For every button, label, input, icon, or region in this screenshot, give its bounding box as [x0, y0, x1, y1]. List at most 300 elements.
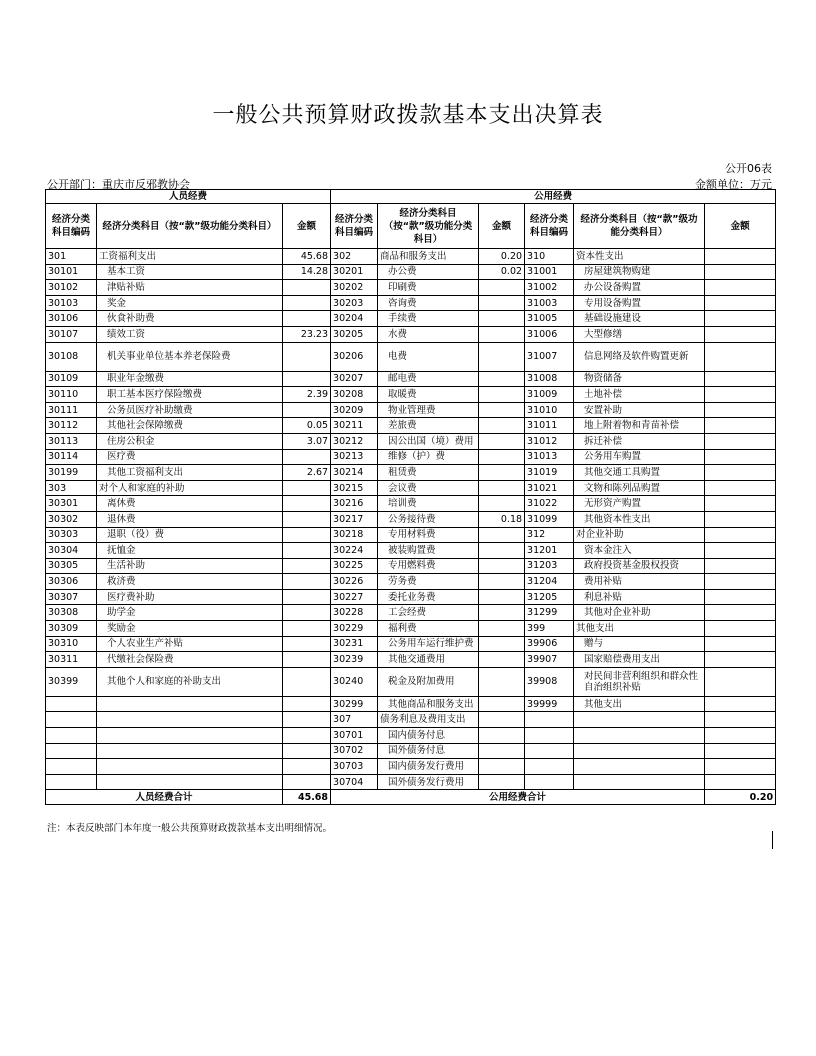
code-cell: 30301: [46, 496, 97, 512]
code-cell: 30212: [331, 433, 378, 449]
table-row: [46, 712, 776, 728]
amount-cell: [283, 558, 331, 574]
item-name-cell: 职工基本医疗保险缴费: [97, 387, 283, 403]
amount-cell: 0.18: [479, 511, 525, 527]
code-cell: 30304: [46, 543, 97, 559]
item-name-cell: 房屋建筑物购建: [574, 264, 705, 280]
item-name-cell: 培训费: [378, 496, 479, 512]
amount-cell: [705, 589, 776, 605]
amount-cell: [479, 728, 525, 744]
item-name-cell: 工资福利支出: [97, 249, 283, 265]
table-row: [46, 465, 776, 481]
item-name-cell: 医疗费: [97, 449, 283, 465]
item-name-cell: 对企业补助: [574, 527, 705, 543]
item-name-cell: 福利费: [378, 621, 479, 637]
item-name-cell: 其他交通费用: [378, 652, 479, 668]
code-cell: 30308: [46, 605, 97, 621]
amount-cell: [705, 280, 776, 296]
code-cell: 31013: [525, 449, 574, 465]
header-code: 经济分类科目编码: [46, 204, 97, 249]
item-name-cell: 其他支出: [574, 621, 705, 637]
item-name-cell: 公务员医疗补助缴费: [97, 402, 283, 418]
amount-cell: [479, 574, 525, 590]
form-code: 公开06表: [725, 162, 772, 175]
item-name-cell: 其他资本性支出: [574, 511, 705, 527]
item-name-cell: 资本性支出: [574, 249, 705, 265]
item-name-cell: 地上附着物和青苗补偿: [574, 418, 705, 434]
header-name: 经济分类科目（按“款”级功能分类科目）: [97, 204, 283, 249]
table-row: [46, 728, 776, 744]
item-name-cell: 对民间非营利组织和群众性自治组织补贴: [574, 667, 705, 696]
table-row: [46, 311, 776, 327]
code-cell: [525, 774, 574, 790]
amount-cell: [705, 371, 776, 387]
item-name-cell: [97, 743, 283, 759]
amount-cell: [705, 667, 776, 696]
amount-cell: [283, 774, 331, 790]
code-cell: 31022: [525, 496, 574, 512]
code-cell: 30399: [46, 667, 97, 696]
amount-cell: [705, 264, 776, 280]
header-code: 经济分类科目编码: [525, 204, 574, 249]
item-name-cell: [574, 774, 705, 790]
item-name-cell: [574, 759, 705, 775]
code-cell: 30224: [331, 543, 378, 559]
code-cell: 31005: [525, 311, 574, 327]
table-row: [46, 636, 776, 652]
amount-cell: [283, 543, 331, 559]
table-row: [46, 264, 776, 280]
code-cell: 30701: [331, 728, 378, 744]
amount-cell: [705, 574, 776, 590]
code-cell: 30103: [46, 295, 97, 311]
item-name-cell: 土地补偿: [574, 387, 705, 403]
table-row: [46, 759, 776, 775]
table-row: [46, 621, 776, 637]
code-cell: 30110: [46, 387, 97, 403]
item-name-cell: 津贴补贴: [97, 280, 283, 296]
amount-cell: [705, 311, 776, 327]
amount-cell: [479, 696, 525, 712]
code-cell: [46, 759, 97, 775]
code-cell: [525, 759, 574, 775]
code-cell: 30205: [331, 326, 378, 342]
amount-cell: [479, 449, 525, 465]
code-cell: 30106: [46, 311, 97, 327]
code-cell: 39999: [525, 696, 574, 712]
amount-cell: [283, 605, 331, 621]
code-cell: 30226: [331, 574, 378, 590]
item-name-cell: 对个人和家庭的补助: [97, 480, 283, 496]
item-name-cell: 取暖费: [378, 387, 479, 403]
code-cell: [46, 774, 97, 790]
code-cell: 30113: [46, 433, 97, 449]
code-cell: 31299: [525, 605, 574, 621]
amount-cell: [479, 280, 525, 296]
item-name-cell: 其他商品和服务支出: [378, 696, 479, 712]
code-cell: [46, 728, 97, 744]
table-row: [46, 543, 776, 559]
code-cell: [525, 712, 574, 728]
code-cell: 30303: [46, 527, 97, 543]
item-name-cell: 赠与: [574, 636, 705, 652]
code-cell: 30217: [331, 511, 378, 527]
amount-cell: [479, 311, 525, 327]
code-cell: 31019: [525, 465, 574, 481]
item-name-cell: 退休费: [97, 511, 283, 527]
item-name-cell: 无形资产购置: [574, 496, 705, 512]
code-cell: 30108: [46, 342, 97, 371]
header-code: 经济分类科目编码: [331, 204, 378, 249]
amount-cell: [283, 402, 331, 418]
code-cell: 31205: [525, 589, 574, 605]
amount-cell: 0.02: [479, 264, 525, 280]
code-cell: 31007: [525, 342, 574, 371]
item-name-cell: 委托业务费: [378, 589, 479, 605]
public-total-value: 0.20: [705, 790, 776, 805]
amount-cell: [705, 636, 776, 652]
code-cell: 30213: [331, 449, 378, 465]
amount-cell: [283, 280, 331, 296]
code-cell: [46, 712, 97, 728]
amount-cell: [283, 652, 331, 668]
item-name-cell: 办公费: [378, 264, 479, 280]
item-name-cell: 国外债务付息: [378, 743, 479, 759]
item-name-cell: 其他对企业补助: [574, 605, 705, 621]
amount-cell: 2.67: [283, 465, 331, 481]
table-row: [46, 342, 776, 371]
amount-cell: [479, 326, 525, 342]
code-cell: 30702: [331, 743, 378, 759]
code-cell: 30305: [46, 558, 97, 574]
amount-cell: [479, 605, 525, 621]
amount-cell: [283, 743, 331, 759]
item-name-cell: 奖励金: [97, 621, 283, 637]
code-cell: 30199: [46, 465, 97, 481]
item-name-cell: 工会经费: [378, 605, 479, 621]
item-name-cell: [574, 743, 705, 759]
code-cell: 30204: [331, 311, 378, 327]
amount-cell: [283, 589, 331, 605]
department-label: 公开部门：重庆市反邪教协会: [47, 178, 190, 191]
code-cell: 39908: [525, 667, 574, 696]
table-row: [46, 605, 776, 621]
item-name-cell: 机关事业单位基本养老保险费: [97, 342, 283, 371]
amount-cell: [705, 342, 776, 371]
table-row: [46, 696, 776, 712]
code-cell: 31099: [525, 511, 574, 527]
item-name-cell: 办公设备购置: [574, 280, 705, 296]
item-name-cell: 专用设备购置: [574, 295, 705, 311]
item-name-cell: [574, 712, 705, 728]
code-cell: 30201: [331, 264, 378, 280]
table-row: [46, 449, 776, 465]
code-cell: 30202: [331, 280, 378, 296]
code-cell: [46, 696, 97, 712]
item-name-cell: 大型修缮: [574, 326, 705, 342]
item-name-cell: 专用燃料费: [378, 558, 479, 574]
code-cell: 31001: [525, 264, 574, 280]
amount-cell: [705, 449, 776, 465]
item-name-cell: 专用材料费: [378, 527, 479, 543]
amount-cell: [705, 652, 776, 668]
amount-cell: [479, 371, 525, 387]
item-name-cell: 会议费: [378, 480, 479, 496]
code-cell: 31203: [525, 558, 574, 574]
amount-cell: [479, 712, 525, 728]
amount-cell: [479, 527, 525, 543]
code-cell: 31021: [525, 480, 574, 496]
code-cell: 30704: [331, 774, 378, 790]
code-cell: 30107: [46, 326, 97, 342]
item-name-cell: 国外债务发行费用: [378, 774, 479, 790]
code-cell: 31204: [525, 574, 574, 590]
item-name-cell: [97, 759, 283, 775]
amount-cell: [479, 652, 525, 668]
item-name-cell: 因公出国（境）费用: [378, 433, 479, 449]
amount-cell: [283, 621, 331, 637]
code-cell: 30101: [46, 264, 97, 280]
code-cell: 30225: [331, 558, 378, 574]
amount-cell: [479, 759, 525, 775]
amount-cell: [705, 743, 776, 759]
code-cell: [525, 743, 574, 759]
table-row: [46, 511, 776, 527]
item-name-cell: 费用补贴: [574, 574, 705, 590]
amount-cell: [283, 712, 331, 728]
amount-cell: [705, 605, 776, 621]
code-cell: 30209: [331, 402, 378, 418]
amount-cell: 3.07: [283, 433, 331, 449]
code-cell: 30207: [331, 371, 378, 387]
code-cell: 307: [331, 712, 378, 728]
amount-cell: [283, 696, 331, 712]
amount-cell: [479, 743, 525, 759]
amount-cell: [705, 387, 776, 403]
code-cell: 31201: [525, 543, 574, 559]
item-name-cell: 安置补助: [574, 402, 705, 418]
item-name-cell: 公务用车购置: [574, 449, 705, 465]
table-row: [46, 295, 776, 311]
amount-cell: [479, 589, 525, 605]
amount-cell: [705, 728, 776, 744]
amount-cell: [479, 636, 525, 652]
amount-cell: [705, 696, 776, 712]
amount-cell: [705, 480, 776, 496]
footnote: 注：本表反映部门本年度一般公共预算财政拨款基本支出明细情况。: [47, 823, 333, 834]
amount-cell: [705, 496, 776, 512]
code-cell: 31012: [525, 433, 574, 449]
item-name-cell: 商品和服务支出: [378, 249, 479, 265]
code-cell: 31008: [525, 371, 574, 387]
code-cell: 31009: [525, 387, 574, 403]
amount-cell: [479, 418, 525, 434]
code-cell: 30211: [331, 418, 378, 434]
table-row: [46, 667, 776, 696]
amount-cell: [479, 295, 525, 311]
code-cell: 310: [525, 249, 574, 265]
code-cell: 30299: [331, 696, 378, 712]
item-name-cell: 基础设施建设: [574, 311, 705, 327]
amount-cell: 45.68: [283, 249, 331, 265]
code-cell: 31003: [525, 295, 574, 311]
item-name-cell: 助学金: [97, 605, 283, 621]
code-cell: 30111: [46, 402, 97, 418]
expenditure-table: [45, 189, 776, 805]
amount-cell: [283, 511, 331, 527]
item-name-cell: 个人农业生产补贴: [97, 636, 283, 652]
item-name-cell: 手续费: [378, 311, 479, 327]
table-row: [46, 558, 776, 574]
table-row: [46, 280, 776, 296]
item-name-cell: 其他支出: [574, 696, 705, 712]
amount-cell: [283, 667, 331, 696]
amount-cell: [283, 728, 331, 744]
item-name-cell: 救济费: [97, 574, 283, 590]
item-name-cell: 差旅费: [378, 418, 479, 434]
item-name-cell: 国内债务发行费用: [378, 759, 479, 775]
code-cell: 30112: [46, 418, 97, 434]
amount-cell: [705, 543, 776, 559]
amount-cell: [705, 326, 776, 342]
item-name-cell: 文物和陈列品购置: [574, 480, 705, 496]
code-cell: 312: [525, 527, 574, 543]
item-name-cell: 劳务费: [378, 574, 479, 590]
column-header-row: [46, 204, 776, 249]
item-name-cell: 利息补贴: [574, 589, 705, 605]
item-name-cell: [97, 696, 283, 712]
item-name-cell: 其他个人和家庭的补助支出: [97, 667, 283, 696]
amount-cell: 2.39: [283, 387, 331, 403]
amount-cell: 0.20: [479, 249, 525, 265]
code-cell: 30227: [331, 589, 378, 605]
item-name-cell: 绩效工资: [97, 326, 283, 342]
amount-cell: [479, 402, 525, 418]
code-cell: 30239: [331, 652, 378, 668]
code-cell: 30216: [331, 496, 378, 512]
item-name-cell: 其他社会保障缴费: [97, 418, 283, 434]
code-cell: 30703: [331, 759, 378, 775]
table-row: [46, 652, 776, 668]
public-total-label: 公用经费合计: [331, 790, 705, 805]
amount-cell: [283, 311, 331, 327]
item-name-cell: 职业年金缴费: [97, 371, 283, 387]
unit-label: 金额单位：万元: [695, 178, 772, 191]
table-row: [46, 418, 776, 434]
code-cell: 301: [46, 249, 97, 265]
cursor-bar: [772, 831, 773, 849]
amount-cell: [479, 433, 525, 449]
code-cell: 30215: [331, 480, 378, 496]
item-name-cell: 国内债务付息: [378, 728, 479, 744]
item-name-cell: 退职（役）费: [97, 527, 283, 543]
code-cell: 30228: [331, 605, 378, 621]
code-cell: 31010: [525, 402, 574, 418]
item-name-cell: [574, 728, 705, 744]
item-name-cell: 拆迁补偿: [574, 433, 705, 449]
amount-cell: [705, 295, 776, 311]
item-name-cell: 电费: [378, 342, 479, 371]
code-cell: 30311: [46, 652, 97, 668]
amount-cell: [479, 667, 525, 696]
code-cell: 302: [331, 249, 378, 265]
item-name-cell: 信息网络及软件购置更新: [574, 342, 705, 371]
code-cell: 30306: [46, 574, 97, 590]
section-personnel: 人员经费: [46, 190, 331, 204]
table-row: [46, 249, 776, 265]
table-row: [46, 574, 776, 590]
item-name-cell: 公务接待费: [378, 511, 479, 527]
code-cell: 39907: [525, 652, 574, 668]
item-name-cell: 医疗费补助: [97, 589, 283, 605]
table-row: [46, 326, 776, 342]
amount-cell: [283, 449, 331, 465]
section-header-row: [46, 190, 776, 204]
amount-cell: [479, 558, 525, 574]
table-row: [46, 496, 776, 512]
code-cell: 30310: [46, 636, 97, 652]
amount-cell: [479, 342, 525, 371]
header-amount: 金额: [479, 204, 525, 249]
table-row: [46, 387, 776, 403]
amount-cell: [705, 418, 776, 434]
amount-cell: [479, 774, 525, 790]
item-name-cell: 资本金注入: [574, 543, 705, 559]
code-cell: [46, 743, 97, 759]
code-cell: 30102: [46, 280, 97, 296]
item-name-cell: 国家赔偿费用支出: [574, 652, 705, 668]
item-name-cell: [97, 728, 283, 744]
amount-cell: [283, 342, 331, 371]
personnel-total-value: 45.68: [283, 790, 331, 805]
amount-cell: [283, 371, 331, 387]
amount-cell: [479, 496, 525, 512]
item-name-cell: 其他工资福利支出: [97, 465, 283, 481]
item-name-cell: 伙食补助费: [97, 311, 283, 327]
item-name-cell: 生活补助: [97, 558, 283, 574]
code-cell: 30208: [331, 387, 378, 403]
amount-cell: [283, 759, 331, 775]
code-cell: 30231: [331, 636, 378, 652]
code-cell: 30114: [46, 449, 97, 465]
item-name-cell: 咨询费: [378, 295, 479, 311]
item-name-cell: 代缴社会保险费: [97, 652, 283, 668]
amount-cell: [705, 621, 776, 637]
item-name-cell: 政府投资基金股权投资: [574, 558, 705, 574]
code-cell: 30240: [331, 667, 378, 696]
amount-cell: [705, 712, 776, 728]
item-name-cell: 维修（护）费: [378, 449, 479, 465]
amount-cell: [705, 759, 776, 775]
totals-row: [46, 790, 776, 805]
amount-cell: [479, 465, 525, 481]
amount-cell: [283, 480, 331, 496]
item-name-cell: 租赁费: [378, 465, 479, 481]
table-row: [46, 402, 776, 418]
code-cell: 30203: [331, 295, 378, 311]
personnel-total-label: 人员经费合计: [46, 790, 283, 805]
amount-cell: [705, 558, 776, 574]
amount-cell: [479, 543, 525, 559]
item-name-cell: 被装购置费: [378, 543, 479, 559]
header-name: 经济分类科目（按“款”级功能分类科目）: [378, 204, 479, 249]
amount-cell: 0.05: [283, 418, 331, 434]
code-cell: 39906: [525, 636, 574, 652]
code-cell: 303: [46, 480, 97, 496]
amount-cell: [479, 480, 525, 496]
item-name-cell: 印刷费: [378, 280, 479, 296]
amount-cell: 23.23: [283, 326, 331, 342]
